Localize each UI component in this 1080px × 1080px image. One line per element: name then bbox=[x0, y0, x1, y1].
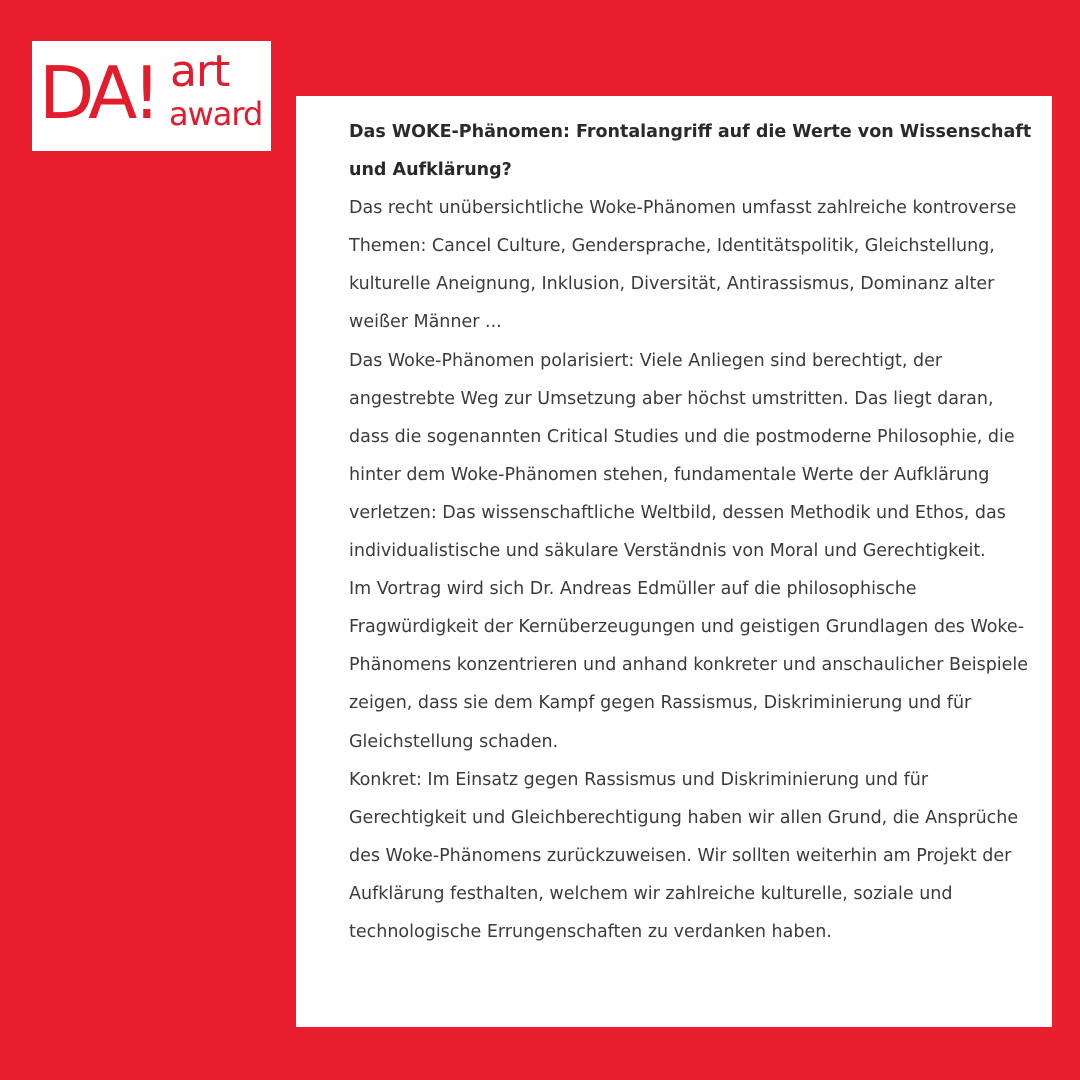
da-art-award-logo bbox=[32, 41, 271, 151]
article-paragraph-3: Im Vortrag wird sich Dr. Andreas Edmüller auf die philosophische Fragwürdigkeit der Kernüberzeugungen und geistigen Grundlagen des Woke-Phänomens konzentrieren und anhand konkreter und anschaulicher Beispiele zeigen, dass sie dem Kampf gegen Rassismus, Diskriminierung und für Gleichstellung schaden. bbox=[349, 579, 1029, 752]
logo-word-art: art bbox=[170, 46, 230, 97]
logo-word-award: award bbox=[169, 95, 263, 133]
article-paragraph-1: Das recht unübersichtliche Woke-Phänomen umfasst zahlreiche kontroverse Themen: Cancel Culture, Gendersprache, Identitätspolitik, Gleichstellung, kulturelle Aneignung, Inklusion, Diversität, Antirassismus, Dominanz alter weißer Männer ... bbox=[349, 198, 1017, 333]
article-panel bbox=[296, 96, 1052, 1027]
article-paragraph-4: Konkret: Im Einsatz gegen Rassismus und Diskriminierung und für Gerechtigkeit und Gleichberechtigung haben wir allen Grund, die Ansprüche des Woke-Phänomens zurückzuweisen. Wir sollten weiterhin am Projekt der Aufklärung festhalten, welchem wir zahlreiche kulturelle, soziale und technologische Errungenschaften zu verdanken haben. bbox=[349, 769, 1019, 942]
article-headline: Das WOKE-Phänomen: Frontalangriff auf die Werte von Wissenschaft und Aufklärung? bbox=[349, 122, 1032, 181]
article-paragraph-2: Das Woke-Phänomen polarisiert: Viele Anliegen sind berechtigt, der angestrebte Weg zur Umsetzung aber höchst umstritten. Das liegt daran, dass die sogenannten Critical Studies und die postmoderne Philosophie, die hinter dem Woke-Phänomen stehen, fundamentale Werte der Aufklärung verletzen: Das wissenschaftliche Weltbild, dessen Methodik und Ethos, das individualistische und säkulare Verständnis von Moral und Gerechtigkeit. bbox=[349, 350, 1015, 562]
logo-mark: DA! bbox=[39, 51, 157, 135]
